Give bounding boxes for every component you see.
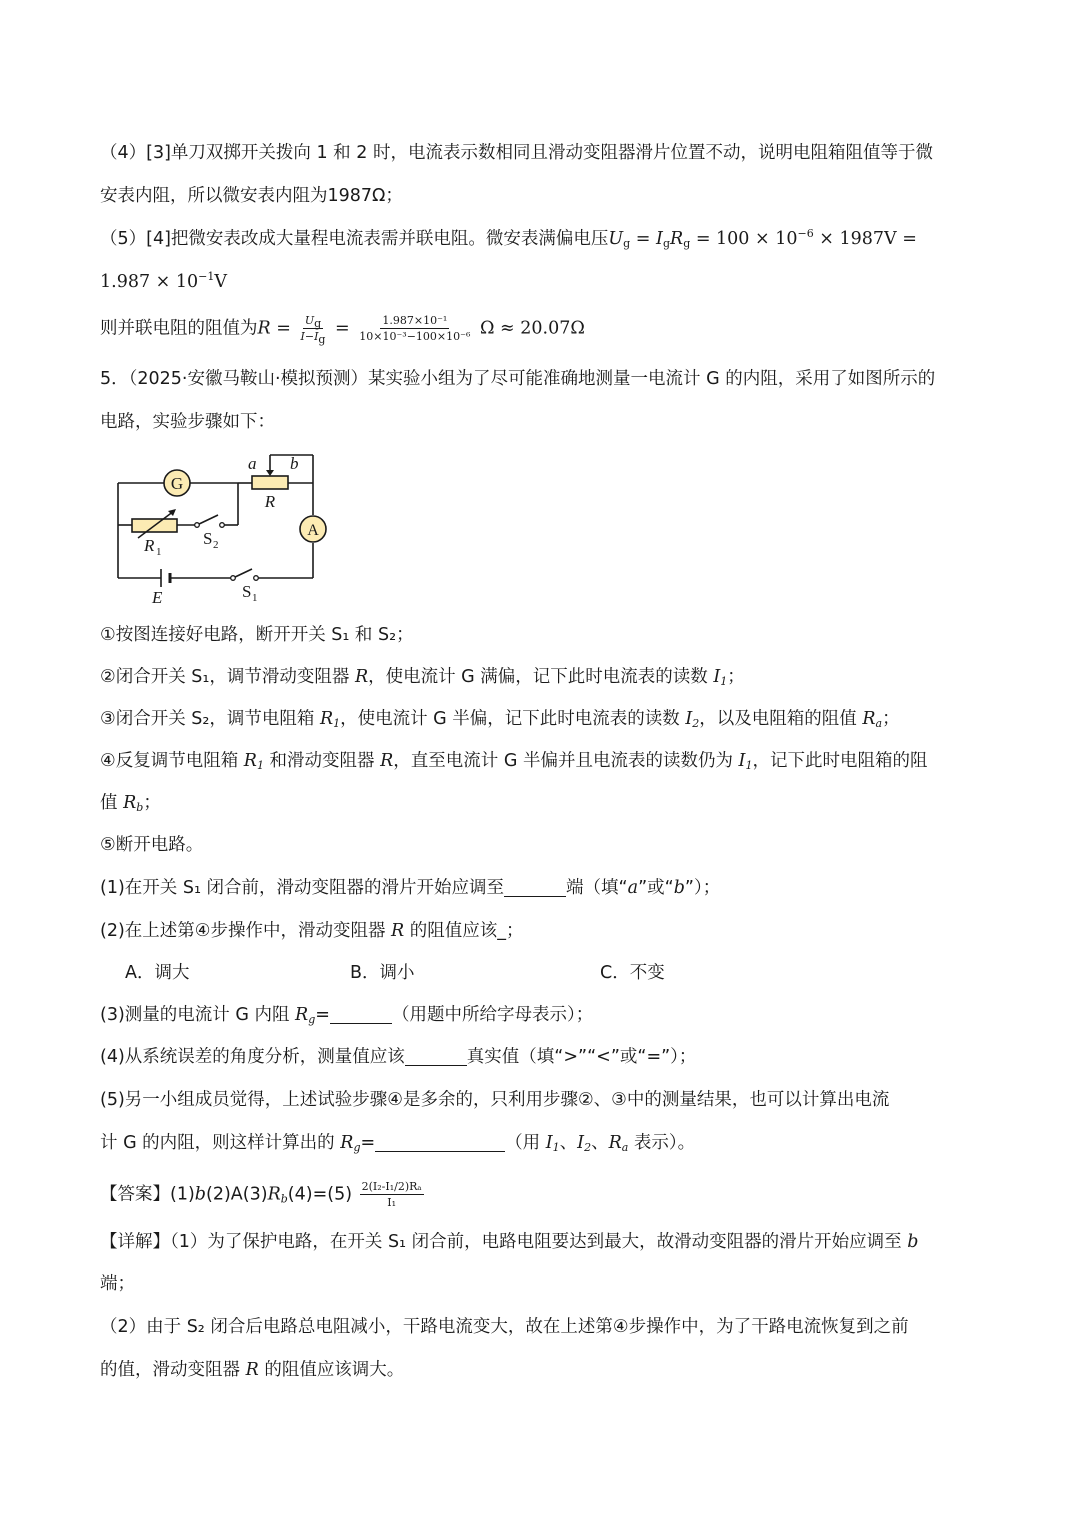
label-a: a [248, 454, 257, 473]
subquestion-5-line1: (5)另一小组成员觉得，上述试验步骤④是多余的，只利用步骤②、③中的测量结果，也可以计算出电流 [100, 1090, 890, 1110]
option-a[interactable]: A．调大 [125, 963, 190, 983]
solution-p6-line: 则并联电阻的阻值为R = $\frac{U_g}{I-I_g}$ = $\frac{\text{1.987×10⁻¹}}{\text{10×10⁻³−100×10⁻⁶}}$ Ω ≈ 20.07Ω [100, 314, 585, 346]
switch-s1-blade [233, 569, 252, 578]
subquestion-1: (1)在开关 S₁ 闭合前，滑动变阻器的滑片开始应调至 端（填“a”或“b”）； [100, 878, 721, 898]
label-S2-sub: 2 [213, 539, 219, 551]
subquestion-5-line2: 计 G 的内阻，则这样计算出的 $R_g=$ （用 $I_1$、$I_2$、$R_a$ 表示）。 [100, 1133, 696, 1154]
answer-label: 【答案】 [100, 1184, 170, 1205]
step-3: ③闭合开关 S₂，调节电阻箱 $R_1$，使电流计 G 半偏，记下此时电流表的读数 $I_2$，以及电阻箱的阻值 $R_a$； [100, 709, 900, 730]
option-b[interactable]: B．调小 [350, 963, 415, 983]
subquestion-4: (4)从系统误差的角度分析，测量值应该 真实值（填“>”“<”或“=”）； [100, 1047, 697, 1067]
circuit-diagram [100, 445, 340, 610]
detail-line3: （2）由于 S₂ 闭合后电路总电阻减小，干路电流变大，故在上述第④步操作中，为了干路电流恢复到之前 [100, 1317, 909, 1337]
step-4-line1: ④反复调节电阻箱 $R_1$ 和滑动变阻器 R，直至电流计 G 半偏并且电流表的读数仍为 $I_1$，记下此时电阻箱的阻 [100, 751, 928, 772]
slider-arrow-head [266, 470, 274, 476]
solution-p4-line2: 安表内阻，所以微安表内阻为1987Ω； [100, 186, 403, 206]
s1-contact-left [231, 576, 236, 581]
s2-contact-right [220, 523, 225, 528]
ammeter-label: A [307, 522, 319, 539]
label-b: b [290, 454, 299, 473]
question-stem-line2: 电路，实验步骤如下： [100, 412, 275, 432]
detail-line2: 端； [100, 1274, 135, 1294]
solution-p5-line2: $1.987 \times 10^{-1}V$ [100, 270, 228, 292]
step-2: ②闭合开关 S₁，调节滑动变阻器 R，使电流计 G 满偏，记下此时电流表的读数 $I_1$； [100, 667, 745, 688]
label-R: R [264, 492, 276, 511]
label-R1-sub: 1 [156, 546, 162, 558]
detail-line4: 的值，滑动变阻器 R 的阻值应该调大。 [100, 1360, 405, 1380]
fraction-ug-over-i: $\frac{U_g}{I-I_g}$ [300, 314, 326, 346]
subquestion-2: (2)在上述第④步操作中，滑动变阻器 R 的阻值应该_； [100, 921, 524, 941]
detail-line1: 【详解】（1）为了保护电路，在开关 S₁ 闭合前，电路电阻要达到最大，故滑动变阻器的滑片开始应调至 b [100, 1232, 919, 1252]
solution-p5-line1: （5）[4]把微安表改成大量程电流表需并联电阻。微安表满偏电压$U_g = I_gR_g = 100 \times 10^{-6} \times 1987V$ = [100, 227, 917, 250]
answer-fraction: $\frac{\text{2(I₂-I₁/2)Rₐ}}{\text{I₁}}$ [361, 1180, 422, 1209]
s2-contact-left [195, 523, 200, 528]
label-S1: S [242, 582, 252, 601]
answer-blank-3[interactable] [330, 1005, 392, 1024]
step-5: ⑤断开电路。 [100, 835, 204, 855]
answer-line: 【答案】$(1)b(2)A(3)R_b(4)=(5)$ $\frac{\text{2(I₂-I₁/2)Rₐ}}{\text{I₁}}$ [100, 1180, 422, 1209]
rheostat [252, 476, 288, 489]
label-S1-sub: 1 [252, 592, 258, 604]
switch-s2-blade [197, 515, 218, 525]
answer-blank-4[interactable] [405, 1047, 467, 1066]
fraction-numeric: $\frac{\text{1.987×10⁻¹}}{\text{10×10⁻³−100×10⁻⁶}}$ [359, 314, 471, 343]
solution-p4-line1: （4）[3]单刀双掷开关拨向 1 和 2 时，电流表示数相同且滑动变阻器滑片位置不动，说明电阻箱阻值等于微 [100, 143, 933, 163]
answer-blank-1[interactable] [504, 878, 566, 897]
step-4-line2: 值 $R_b$； [100, 793, 161, 814]
subquestion-3: (3)测量的电流计 G 内阻 $R_g=$ （用题中所给字母表示）； [100, 1005, 594, 1026]
label-S2: S [203, 529, 213, 548]
step-1: ①按图连接好电路，断开开关 S₁ 和 S₂； [100, 625, 414, 645]
option-c[interactable]: C．不变 [600, 963, 665, 983]
s1-contact-right [254, 576, 259, 581]
label-E: E [152, 588, 163, 607]
question-stem-line1: 5．（2025·安徽马鞍山·模拟预测）某实验小组为了尽可能准确地测量一电流计 G 的内阻，采用了如图所示的 [100, 369, 936, 389]
answer-blank-5[interactable] [375, 1133, 505, 1152]
label-R1: R [144, 536, 155, 555]
galvanometer-label: G [170, 474, 184, 493]
